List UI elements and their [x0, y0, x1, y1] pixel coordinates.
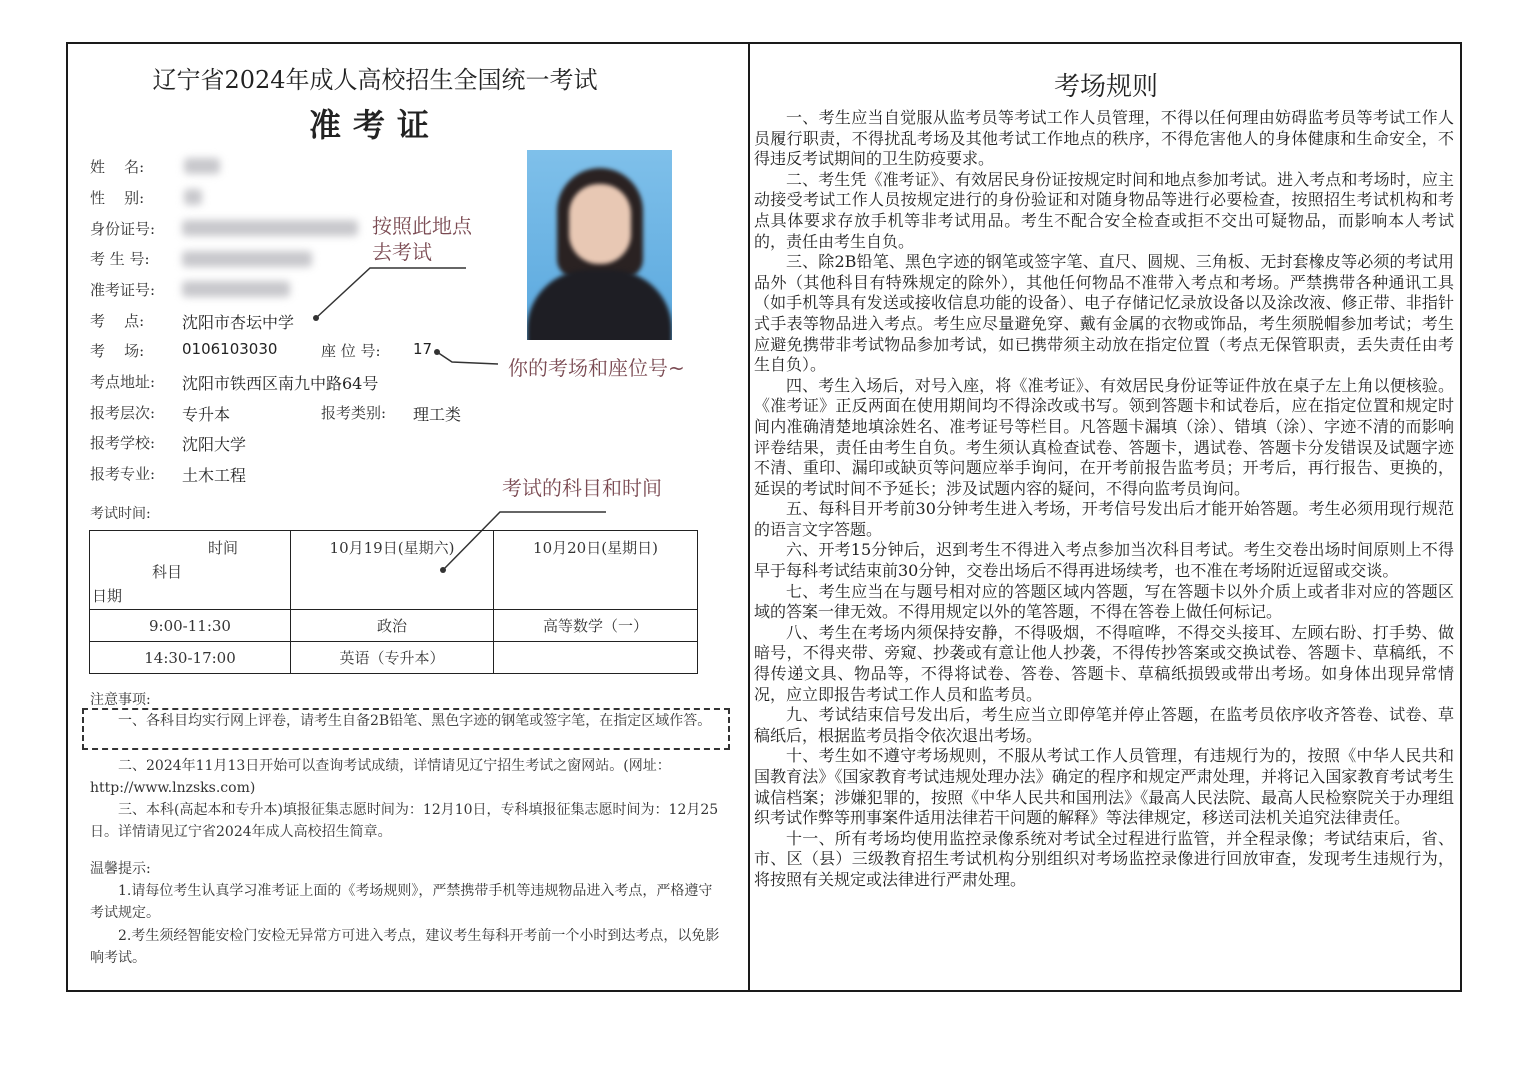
name-label: 姓 名: [90, 158, 145, 176]
note-item: 二、2024年11月13日开始可以查询考试成绩，详情请见辽宁招生考试之窗网站。(网址：http://www.lnzsks.com) [90, 758, 671, 796]
rule-item: 五、每科目开考前30分钟考生进入考场，开考信号发出后才能开始答题。考生必须用现行规范的语言文字答题。 [754, 499, 1454, 539]
schedule-day2-subject [494, 642, 698, 674]
rule-item: 九、考试结束信号发出后，考生应当立即停笔并停止答题，在监考员依序收齐答卷、试卷、草稿纸后，根据监考员指令依次退出考场。 [754, 705, 1454, 745]
schedule-table [89, 530, 698, 674]
rule-item: 三、除2B铅笔、黑色字迹的钢笔或签字笔、直尺、圆规、三角板、无封套橡皮等必须的考试用品外（其他科目有特殊规定的除外），其他任何物品不准带入考点和考场。严禁携带各种通讯工具（如手机等具有发送或接收信息功能的设备）、电子存储记忆录放设备以及涂改液、修正带、非指针式手表等物品进入考点。考生应尽量避免穿、戴有金属的衣物或饰品，考生须脱帽参加考试；考生应避免携带非考试物品参加考试，如已携带须主动放在指定位置（考点无保管职责，丢失责任由考生自负）。 [754, 252, 1454, 375]
candidate-no-label: 考 生 号: [90, 250, 150, 268]
schedule-day2-header: 10月20日(星期日) [494, 531, 698, 610]
rules-body [754, 108, 1454, 891]
corner-subject: 科目 [152, 563, 183, 581]
room-value: 0106103030 [182, 340, 278, 358]
major-value: 土木工程 [182, 466, 247, 485]
school-value: 沈阳大学 [182, 435, 247, 454]
note-item: 三、本科(高起本和专升本)填报征集志愿时间为：12月10日，专科填报征集志愿时间为：12月25日。详情请见辽宁省2024年成人高校招生简章。 [90, 802, 719, 840]
rule-item: 十一、所有考场均使用监控录像系统对考试全过程进行监管，并全程录像；考试结束后，省、市、区（县）三级教育招生考试机构分别组织对考场监控录像进行回放审查，发现考生违规行为，将按照有关规定或法律进行严肃处理。 [754, 828, 1454, 889]
category-label: 报考类别: [321, 404, 387, 422]
schedule-row [90, 642, 698, 674]
rule-item: 二、考生凭《准考证》、有效居民身份证按规定时间和地点参加考试。进入考点和考场时，应主动接受考试工作人员按规定进行的身份验证和对随身物品等进行必要检查，按照招生考试机构和考点具体要求存放手机等非考试用品。考生不配合安全检查或拒不交出可疑物品，而影响本人考试的，责任由考生自负。 [754, 169, 1454, 251]
admission-no-label: 准考证号: [90, 281, 156, 299]
site-value: 沈阳市杏坛中学 [182, 313, 295, 332]
note-item: 一、各科目均实行网上评卷，请考生自备2B铅笔、黑色字迹的钢笔或签字笔，在指定区域作答。 [118, 713, 712, 729]
annotation-subject-time: 考试的科目和时间 [502, 476, 662, 500]
schedule-corner-cell [90, 531, 291, 610]
category-value: 理工类 [413, 405, 462, 424]
schedule-time: 14:30-17:00 [90, 642, 291, 674]
major-label: 报考专业: [90, 465, 156, 483]
gender-label: 性 别: [90, 189, 145, 207]
card-title: 准考证 [308, 106, 441, 144]
room-label: 考 场: [90, 342, 145, 360]
corner-date: 日期 [92, 587, 123, 605]
notes-title: 注意事项: [90, 692, 151, 708]
annotation-go-here: 按照此地点 去考试 [372, 214, 472, 264]
address-value: 沈阳市铁西区南九中路64号 [182, 374, 379, 393]
rule-item: 六、开考15分钟后，迟到考生不得进入考点参加当次科目考试。考生交卷出场时间原则上不得早于每科考试结束前30分钟，交卷出场后不得再进场续考，也不准在考场附近逗留或交谈。 [754, 540, 1454, 581]
schedule-day1-subject: 政治 [291, 610, 494, 642]
tip-item: 2.考生须经智能安检门安检无异常方可进入考点，建议考生每科开考前一个小时到达考点，以免影响考试。 [90, 928, 720, 966]
site-label: 考 点: [90, 312, 145, 330]
id-label: 身份证号: [90, 220, 156, 238]
rules-title: 考场规则 [1053, 72, 1158, 102]
annotation-room-seat: 你的考场和座位号~ [508, 356, 685, 380]
schedule-day1-header: 10月19日(星期六) [291, 531, 494, 610]
level-value: 专升本 [182, 405, 231, 424]
rule-item: 四、考生入场后，对号入座，将《准考证》、有效居民身份证等证件放在桌子左上角以便核验。《准考证》正反两面在使用期间均不得涂改或书写。领到答题卡和试卷后，应在指定位置和规定时间内准确清楚地填涂姓名、准考证号等栏目。凡答题卡漏填（涂）、错填（涂）、字迹不清的而影响评卷结果，责任由考生自负。考生须认真检查试卷、答题卡，遇试卷、答题卡分发错误及试题字迹不清、重印、漏印或缺页等问题应举手询问，在开考前报告监考员；开考后，再行报告、更换的，延误的考试时间不予延长；涉及试题内容的疑问，不得向监考员询问。 [754, 375, 1454, 498]
rule-item: 十、考生如不遵守考场规则，不服从考试工作人员管理，有违规行为的，按照《中华人民共和国教育法》《国家教育考试违规处理办法》确定的程序和规定严肃处理，并将记入国家教育考试考生诚信档案；涉嫌犯罪的，按照《中华人民共和国刑法》《最高人民法院、最高人民检察院关于办理组织考试作弊等刑事案件适用法律若干问题的解释》等法律规定，移送司法机关追究法律责任。 [754, 746, 1454, 828]
schedule-day1-subject: 英语（专升本） [291, 642, 494, 674]
seat-label: 座 位 号: [321, 342, 381, 360]
address-label: 考点地址: [90, 373, 156, 391]
schedule-time: 9:00-11:30 [90, 610, 291, 642]
schedule-row [90, 610, 698, 642]
exam-time-label: 考试时间: [90, 506, 151, 522]
corner-time: 时间 [208, 539, 239, 557]
rule-item: 八、考生在考场内须保持安静，不得吸烟，不得喧哗，不得交头接耳、左顾右盼、打手势、做暗号，不得夹带、旁窥、抄袭或有意让他人抄袭，不得传抄答案或交换试卷、答题卡、草稿纸，不得传递文具、物品等，不得将试卷、答卷、答题卡、草稿纸损毁或带出考场。如身体出现异常情况，应立即报告考试工作人员和监考员。 [754, 622, 1454, 704]
tips-title: 温馨提示: [90, 861, 151, 877]
rule-item: 一、考生应当自觉服从监考员等考试工作人员管理，不得以任何理由妨碍监考员等考试工作人员履行职责，不得扰乱考场及其他考试工作地点的秩序，不得危害他人的身体健康和生命安全，不得违反考试期间的卫生防疫要求。 [754, 108, 1454, 169]
school-label: 报考学校: [90, 434, 156, 452]
tip-item: 1.请每位考生认真学习准考证上面的《考场规则》，严禁携带手机等违规物品进入考点，严格遵守考试规定。 [90, 883, 713, 921]
exam-title: 辽宁省2024年成人高校招生全国统一考试 [152, 66, 598, 94]
rule-item: 七、考生应当在与题号相对应的答题区域内答题，写在答题卡以外介质上或者非对应的答题区域的答案一律无效。不得用规定以外的笔答题，不得在答卷上做任何标记。 [754, 581, 1454, 622]
schedule-day2-subject: 高等数学（一） [494, 610, 698, 642]
level-label: 报考层次: [90, 404, 156, 422]
seat-value: 17 [413, 340, 433, 358]
